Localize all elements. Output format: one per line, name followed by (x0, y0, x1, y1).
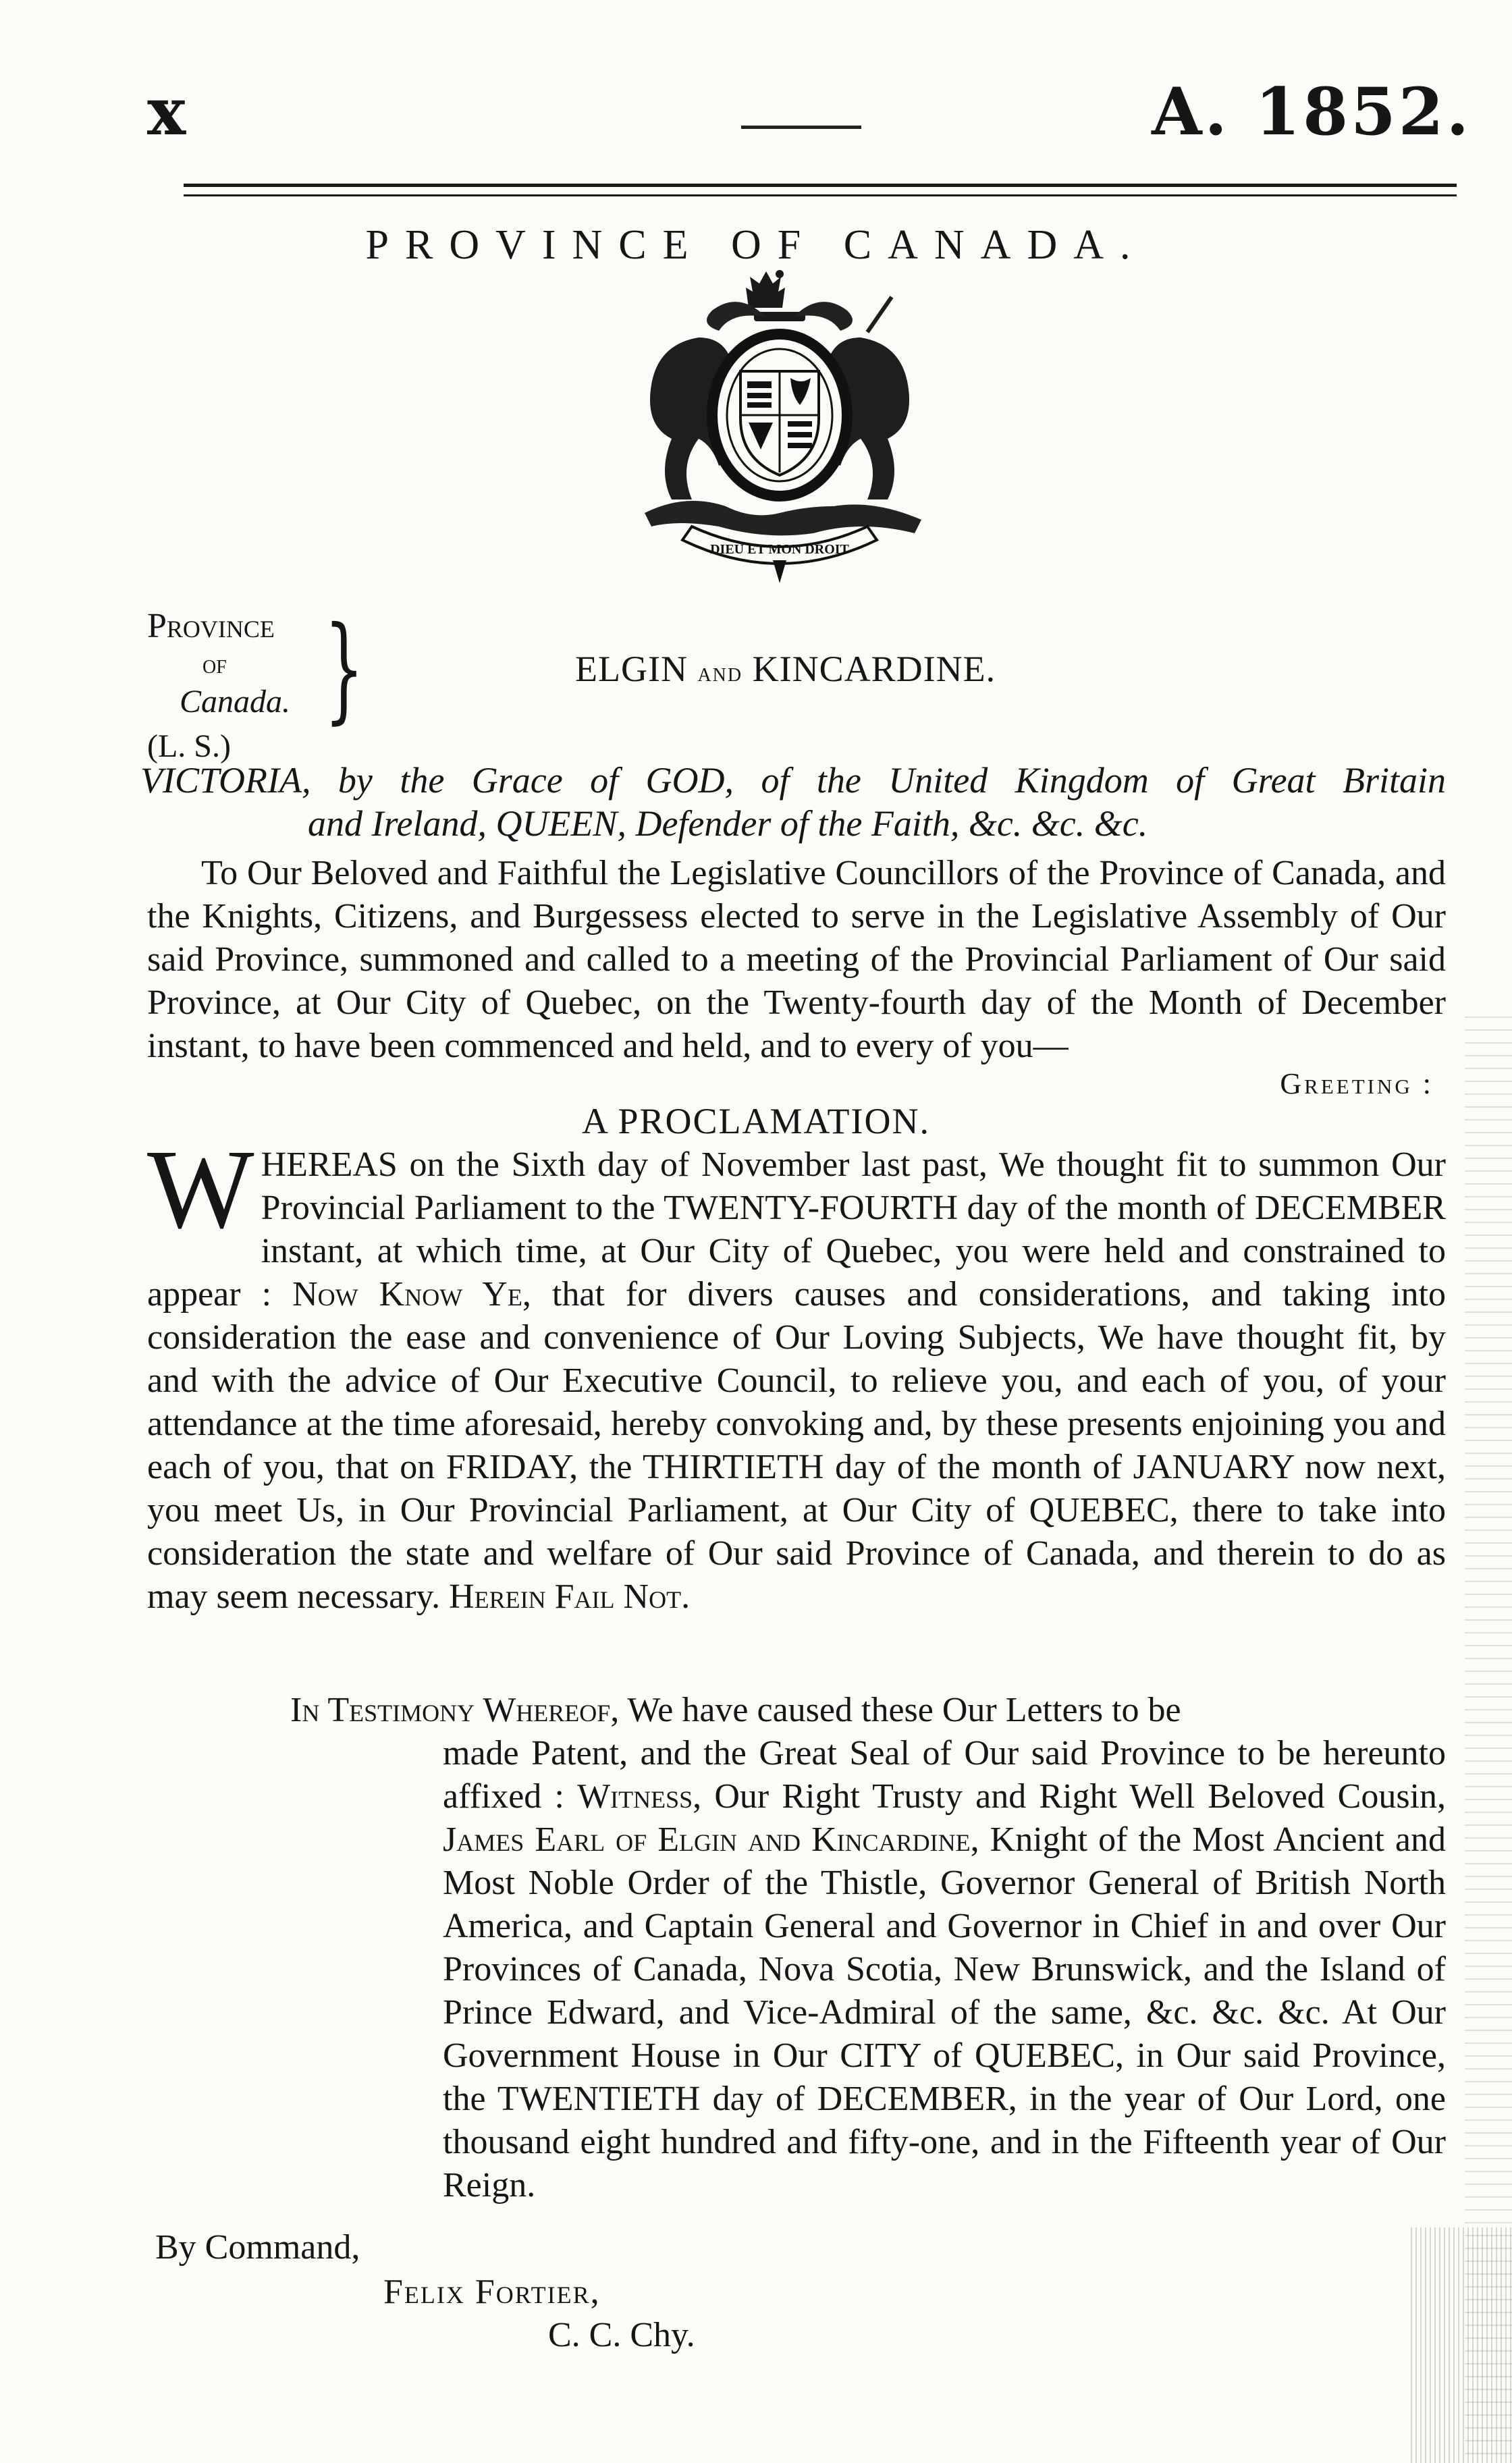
year-mark: A. 1852. (1152, 74, 1472, 150)
royal-style (140, 759, 1446, 845)
now-know-ye: Now Know Ye, (292, 1275, 531, 1314)
by-command: By Command, (155, 2228, 360, 2267)
testimony-text-a: We have caused these Our Letters to be (627, 1691, 1181, 1729)
scan-corner-noise (1411, 2227, 1512, 2463)
seal-mark: (L. S.) (147, 728, 231, 764)
whereas-paragraph (147, 1127, 1446, 1619)
whereas-text-b: that for divers causes and considerations, and taking into consideration the ease and convenience of Our Loving Subjects, We have thought fit, by and with the advice of Our Executive Council, to relieve you, and each of you, of your attendance at the time aforesaid, hereby convoking and, by these presents enjoining you and each of you, that on FRIDAY, the THIRTIETH day of the month of JANUARY now next, you meet Us, in Our Provincial Parliament, at Our City of QUEBEC, there to take into consideration the state and welfare of Our said Province of Canada, and therein to do as may seem necessary. (147, 1275, 1446, 1616)
drop-cap: W (147, 1127, 254, 1252)
testimony-lead (290, 1689, 1446, 1732)
testimony-text-b: made Patent, and the Great Seal of Our said Province to be hereunto affixed : (443, 1734, 1446, 1816)
royal-style-line-1: VICTORIA, by the Grace of GOD, of the United Kingdom of Great Britain (140, 760, 1446, 801)
brace-icon: } (324, 602, 364, 736)
governor-kincardine: KINCARDINE. (752, 649, 996, 689)
address-text: To Our Beloved and Faithful the Legislative Councillors of the Province of Canada, and the Knights, Citizens, and Burgessess elected to serve in the Legislative Assembly of Our said Province, summoned and called to a meeting of the Provincial Parliament of Our said Province, at Our City of Quebec, on the Twenty-fourth day of the Month of December instant, to have been commenced and held, and to every of you— (147, 854, 1446, 1065)
province-word: Province (147, 607, 275, 645)
in-testimony-whereof: In Testimony Whereof, (290, 1691, 620, 1729)
witness-paragraph (443, 1732, 1446, 2207)
governor-heading (575, 648, 996, 690)
herein-fail-not: Herein Fail Not. (449, 1577, 691, 1616)
header-rule (184, 184, 1457, 187)
page-title: PROVINCE OF CANADA. (365, 222, 1147, 268)
governor-elgin: ELGIN (575, 649, 688, 689)
proclamation-title: A PROCLAMATION. (581, 1101, 931, 1141)
royal-style-line-2: and Ireland, QUEEN, Defender of the Faith, &c. &c. &c. (308, 803, 1148, 844)
volume-mark: x (147, 74, 186, 150)
greeting: Greeting : (1280, 1067, 1434, 1100)
province-marginal-label (147, 607, 290, 721)
governor-name: James Earl of Elgin and Kincardine, (443, 1820, 979, 1859)
witness-label: Witness, (577, 1777, 702, 1816)
motto-text: DIEU ET MON DROIT (710, 542, 849, 557)
header-rule-thin (184, 194, 1457, 196)
testimony-text-d: Knight of the Most Ancient and Most Noble Order of the Thistle, Governor General of British North America, and Captain General and Governor in Chief in and over Our Provinces of Canada, Nova Scotia, New Brunswick, and the Island of Prince Edward, and Vice-Admiral of the same, &c. &c. &c. At Our Government House in Our CITY of QUEBEC, in Our said Province, the TWENTIETH day of DECEMBER, in the year of Our Lord, one thousand eight hundred and fifty-one, and in the Fifteenth year of Our Reign. (443, 1820, 1446, 2204)
signer-name: Felix Fortier, (383, 2273, 601, 2311)
canada-word: Canada. (180, 684, 291, 720)
header-dash (741, 126, 861, 129)
signer-office: C. C. Chy. (548, 2316, 695, 2354)
governor-and: and (697, 657, 743, 687)
royal-coat-of-arms-icon (624, 270, 935, 587)
testimony-text-c: Our Right Trusty and Right Well Beloved Cousin, (714, 1777, 1447, 1816)
address-paragraph (147, 852, 1446, 1068)
of-word: of (202, 649, 227, 679)
whereas-text-a: HEREAS on the Sixth day of November last past, We thought fit to summon Our Provincial Parliament to the TWENTY-FOURTH day of the month of DECEMBER instant, at which time, at Our City of Quebec, you were held and constrained to appear : (147, 1145, 1446, 1314)
